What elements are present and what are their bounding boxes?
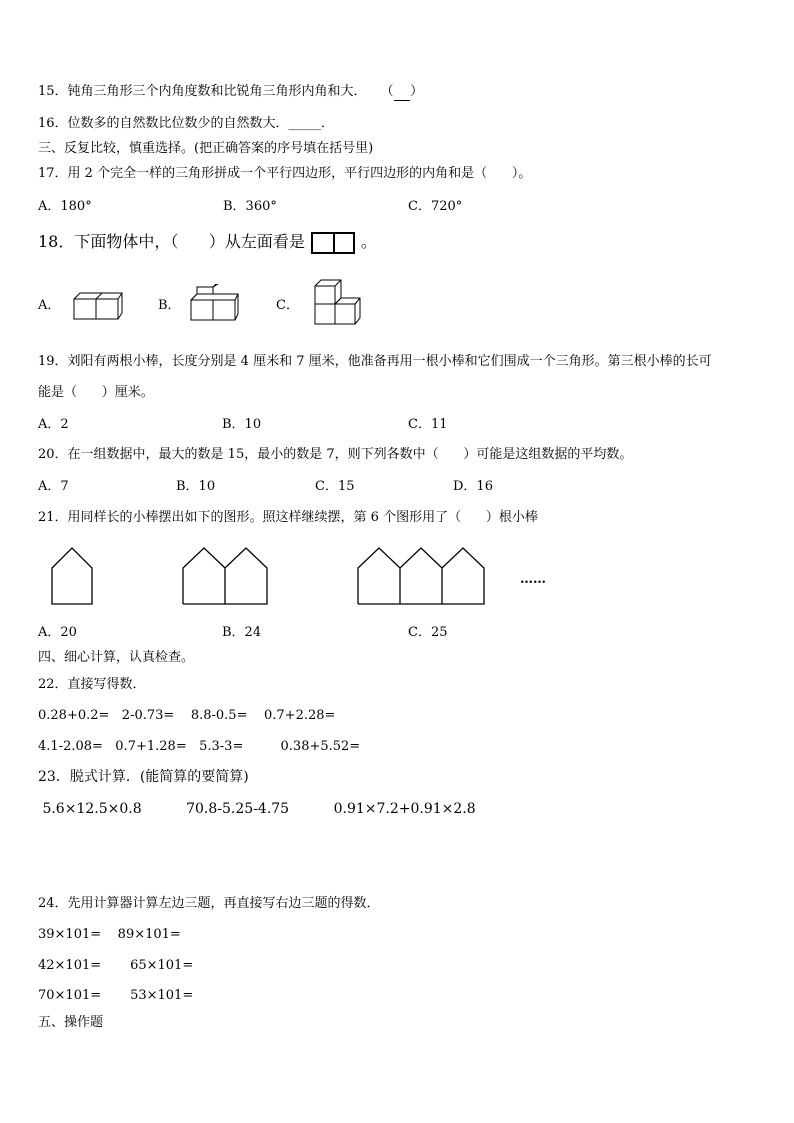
question-19-line-2: 能是（ ）厘米。	[38, 385, 154, 400]
question-21: 21．用同样长的小棒摆出如下的图形。照这样继续摆，第 6 个图形用了（ ）根小棒	[38, 510, 538, 525]
paren-close: ）	[410, 84, 424, 99]
end-mark: ．	[321, 116, 335, 131]
continuation-ellipsis: ……	[520, 572, 546, 587]
q20-option-d[interactable]: D．16	[453, 479, 493, 494]
q23-expressions: 5.6×12.5×0.8 70.8-5.25-4.75 0.91×7.2+0.91×2.8	[38, 801, 476, 817]
q20-option-a[interactable]: A．7	[38, 479, 69, 494]
house-figure-2	[181, 546, 271, 608]
question-text: 15．钝角三角形三个内角度数和比锐角三角形内角和大．	[38, 84, 367, 99]
q24-row-3: 70×101= 53×101=	[38, 988, 194, 1003]
q24-row-2: 42×101= 65×101=	[38, 958, 194, 973]
question-15	[38, 84, 423, 101]
q18-option-b-cube-figure	[188, 284, 240, 324]
q21-option-a[interactable]: A．20	[38, 625, 77, 640]
question-18	[38, 231, 377, 254]
q21-option-b[interactable]: B．24	[222, 625, 262, 640]
question-23-title: 23．脱式计算．(能简算的要简算)	[38, 769, 249, 785]
q17-option-b[interactable]: B．360°	[223, 199, 277, 214]
paren-open: （	[380, 84, 394, 99]
end-mark: 。	[360, 232, 377, 251]
q18-option-a[interactable]: A．	[38, 298, 61, 313]
question-17: 17．用 2 个完全一样的三角形拼成一个平行四边形，平行四边形的内角和是（ ）。	[38, 166, 532, 181]
q18-option-c-cube-figure	[310, 276, 364, 328]
q24-row-1: 39×101= 89×101=	[38, 927, 181, 942]
answer-blank[interactable]	[394, 84, 411, 101]
q17-option-c[interactable]: C．720°	[408, 199, 463, 214]
answer-blank[interactable]: _____	[288, 116, 322, 131]
q18-option-c[interactable]: C．	[276, 298, 299, 313]
q17-option-a[interactable]: A．180°	[38, 199, 92, 214]
section-5-heading: 五、操作题	[38, 1015, 104, 1030]
house-figure-1	[50, 546, 96, 608]
q19-option-a[interactable]: A．2	[38, 417, 69, 432]
question-16	[38, 116, 334, 132]
left-view-squares-figure	[311, 232, 355, 254]
house-figure-3	[356, 546, 488, 608]
q21-option-c[interactable]: C．25	[408, 625, 448, 640]
q18-option-a-cube-figure	[72, 290, 124, 322]
question-text: 16．位数多的自然数比位数少的自然数大．	[38, 116, 289, 131]
section-3-heading: 三、反复比较，慎重选择。(把正确答案的序号填在括号里)	[38, 141, 374, 156]
q20-option-b[interactable]: B．10	[176, 479, 216, 494]
question-22-title: 22．直接写得数．	[38, 677, 146, 692]
question-19-line-1: 19．刘阳有两根小棒，长度分别是 4 厘米和 7 厘米，他准备再用一根小棒和它们围成一个三角形。第三根小棒的长可	[38, 354, 712, 369]
question-24-title: 24．先用计算器计算左边三题，再直接写右边三题的得数．	[38, 896, 380, 911]
question-20: 20．在一组数据中，最大的数是 15，最小的数是 7，则下列各数中（ ）可能是这组数据的平均数。	[38, 447, 633, 462]
q22-row-1: 0.28+0.2= 2-0.73= 8.8-0.5= 0.7+2.28=	[38, 708, 336, 723]
q19-option-c[interactable]: C．11	[408, 417, 448, 432]
q19-option-b[interactable]: B．10	[222, 417, 262, 432]
question-text: 18．下面物体中，（ ）从左面看是	[38, 232, 305, 251]
section-4-heading: 四、细心计算，认真检查。	[38, 650, 195, 665]
q20-option-c[interactable]: C．15	[315, 479, 355, 494]
q18-option-b[interactable]: B．	[158, 298, 181, 313]
q22-row-2: 4.1-2.08= 0.7+1.28= 5.3-3= 0.38+5.52=	[38, 739, 361, 754]
